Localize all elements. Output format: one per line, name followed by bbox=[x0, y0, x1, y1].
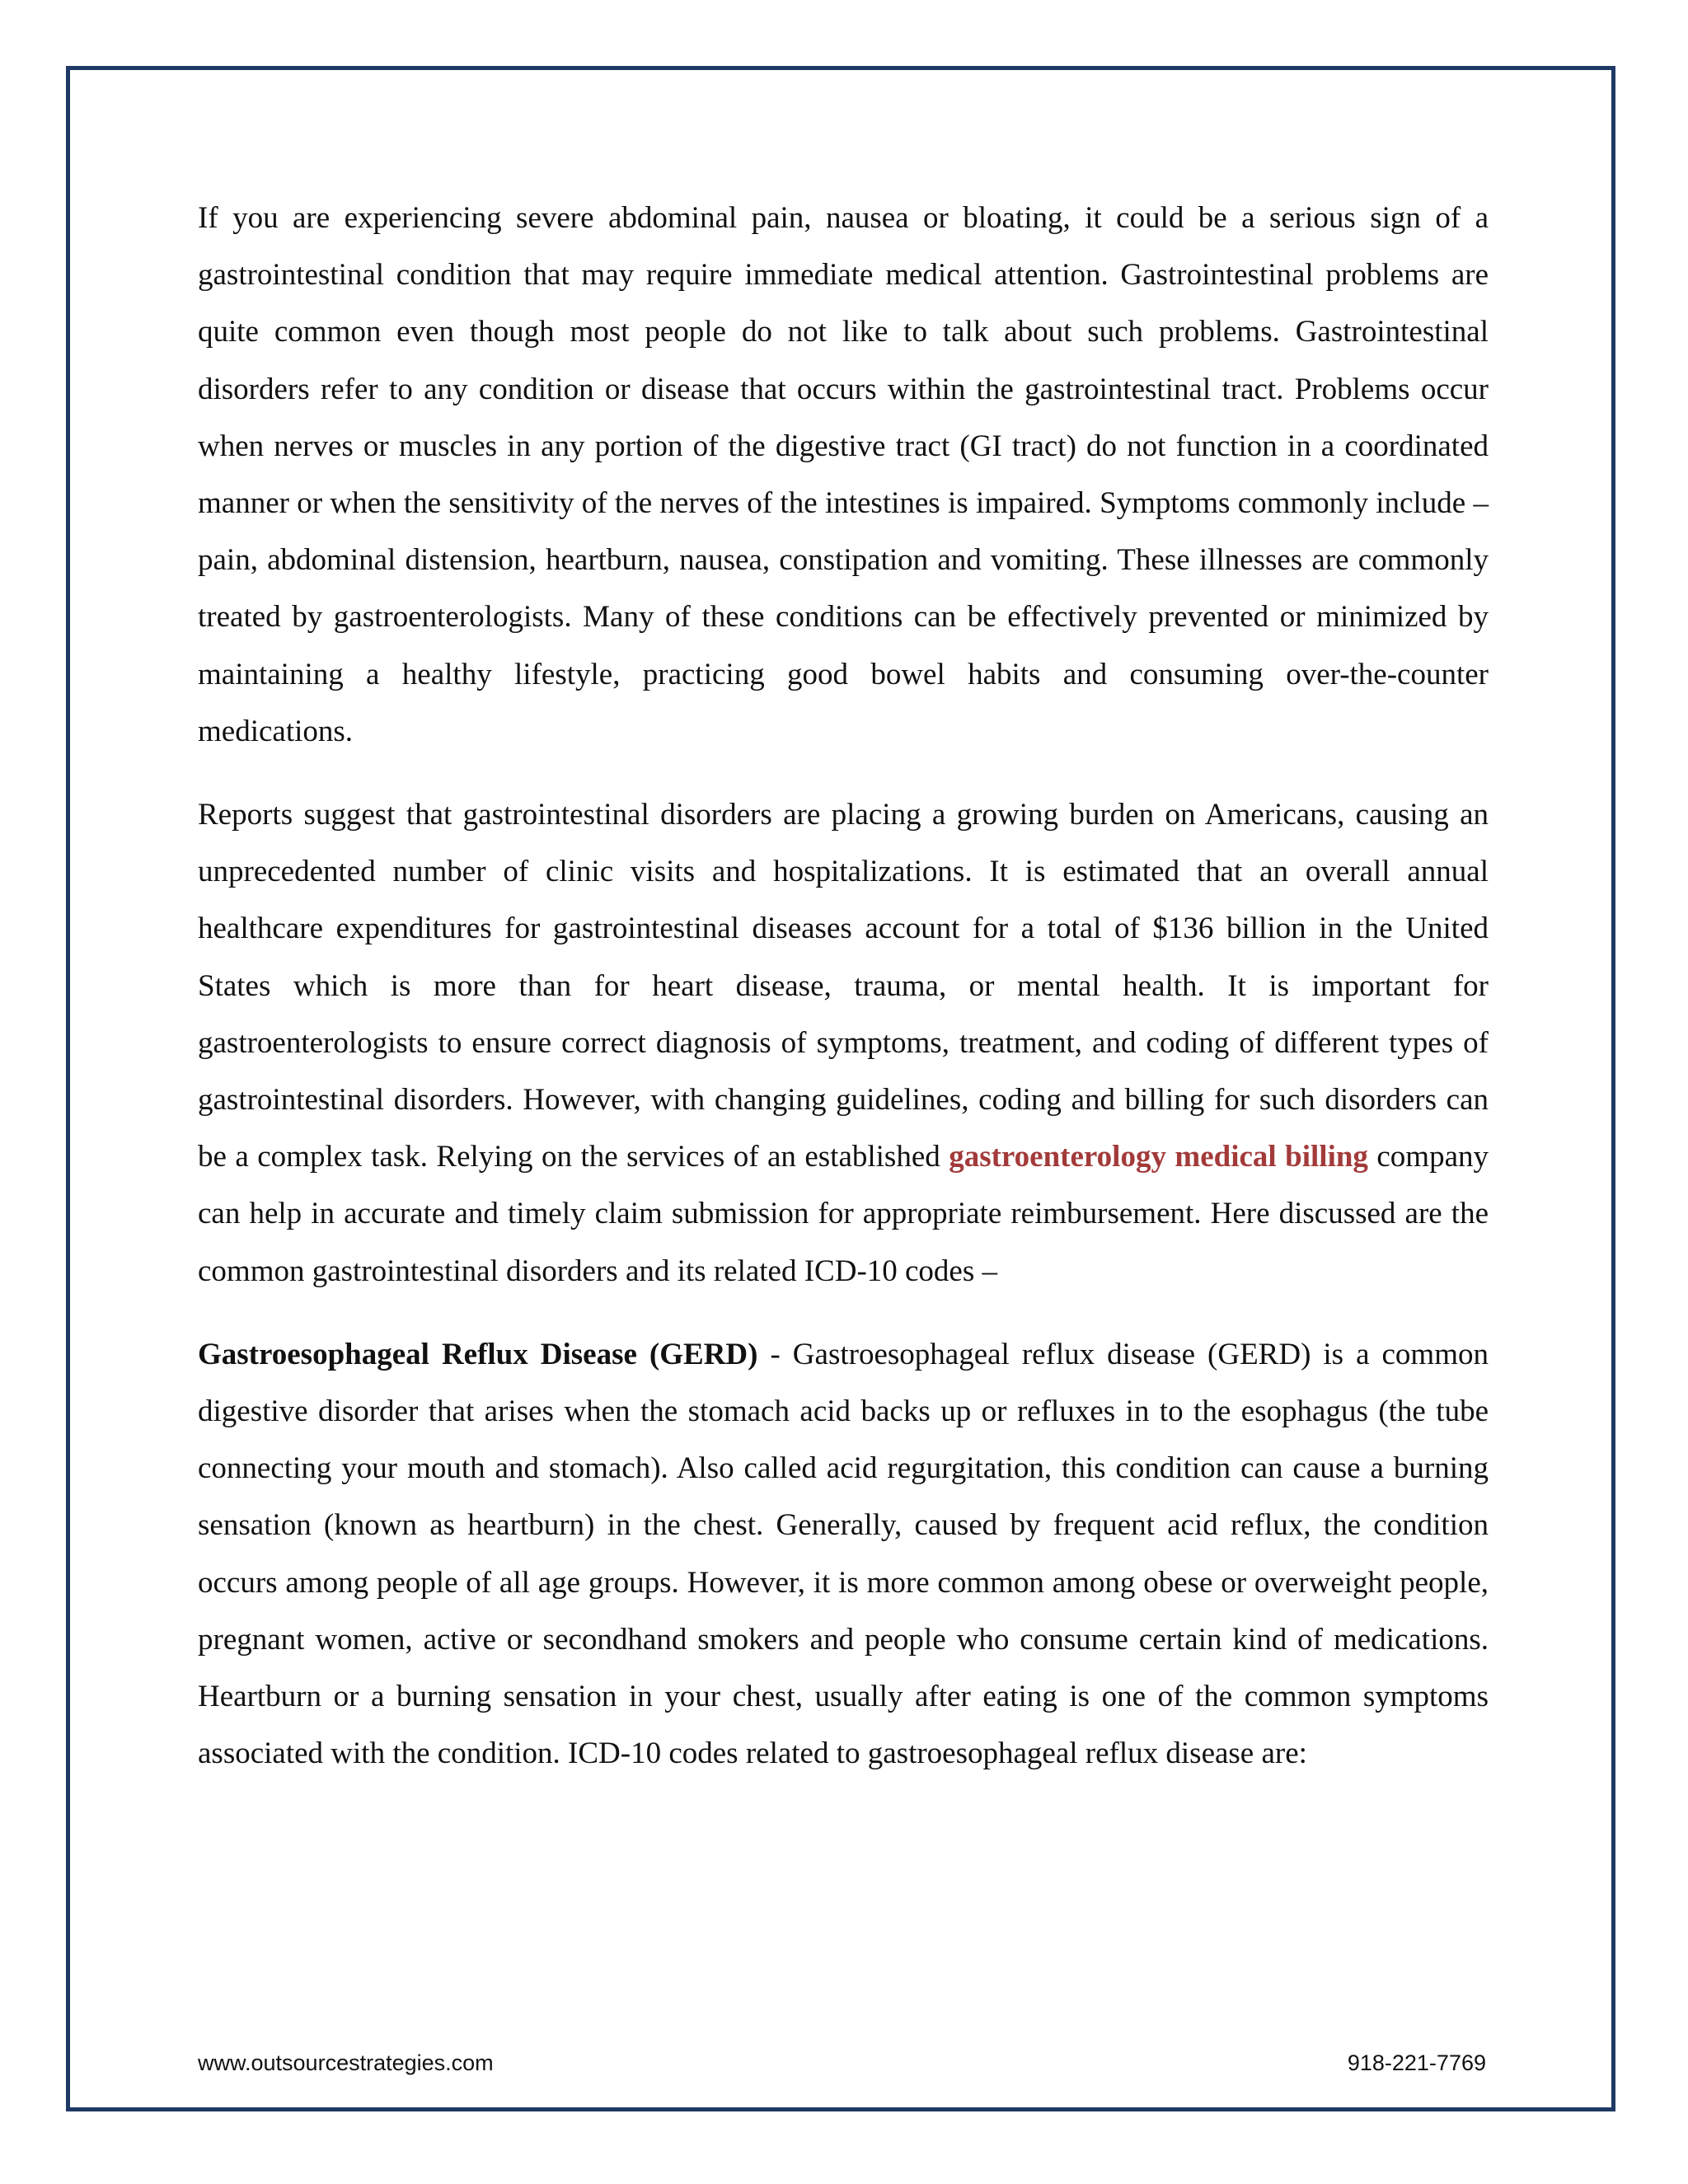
gerd-description: - Gastroesophageal reflux disease (GERD) is a common digestive disorder that arises when the stomach acid backs up or refluxes in to the esophagus (the tube connecting your mouth and stomach). Also called acid regurgitation, this condition can cause a burning sensation (known as heartburn) in the chest. Generally, caused by frequent acid reflux, the condition occurs among people of all age groups. However, it is more common among obese or overweight people, pregnant women, active or secondhand smokers and people who consume certain kind of medications. Heartburn or a burning sensation in your chest, usually after eating is one of the common symptoms associated with the condition. ICD-10 codes related to gastroesophageal reflux disease are: bbox=[198, 1337, 1489, 1771]
article-body bbox=[198, 190, 1489, 1782]
intro-paragraph: If you are experiencing severe abdominal pain, nausea or bloating, it could be a serious sign of a gastrointestinal condition that may require immediate medical attention. Gastrointestinal problems are quite common even though most people do not like to talk about such problems. Gastrointestinal disorders refer to any condition or disease that occurs within the gastrointestinal tract. Problems occur when nerves or muscles in any portion of the digestive tract (GI tract) do not function in a coordinated manner or when the sensitivity of the nerves of the intestines is impaired. Symptoms commonly include – pain, abdominal distension, heartburn, nausea, constipation and vomiting. These illnesses are commonly treated by gastroenterologists. Many of these conditions can be effectively prevented or minimized by maintaining a healthy lifestyle, practicing good bowel habits and consuming over-the-counter medications. bbox=[198, 201, 1489, 748]
footer-website: www.outsourcestrategies.com bbox=[198, 2050, 494, 2075]
costs-paragraph bbox=[198, 786, 1489, 1300]
gerd-heading: Gastroesophageal Reflux Disease (GERD) bbox=[198, 1337, 758, 1371]
gastroenterology-billing-link[interactable]: gastroenterology medical billing bbox=[949, 1140, 1368, 1174]
costs-paragraph-text-end: company can help in accurate and timely claim submission for appropriate reimbursement. Here discussed are the common gastrointestinal disorders and its related ICD-10 codes – bbox=[198, 1140, 1489, 1288]
gerd-paragraph bbox=[198, 1326, 1489, 1783]
footer-phone: 918-221-7769 bbox=[1347, 2050, 1486, 2075]
costs-paragraph-text-start: Reports suggest that gastrointestinal disorders are placing a growing burden on Americans, causing an unprecedented number of clinic visits and hospitalizations. It is estimated that an overall annual healthcare expenditures for gastrointestinal diseases account for a total of $136 billion in the United States which is more than for heart disease, trauma, or mental health. It is important for gastroenterologists to ensure correct diagnosis of symptoms, treatment, and coding of different types of gastrointestinal disorders. However, with changing guidelines, coding and billing for such disorders can be a complex task. Relying on the services of an established bbox=[198, 798, 1489, 1174]
